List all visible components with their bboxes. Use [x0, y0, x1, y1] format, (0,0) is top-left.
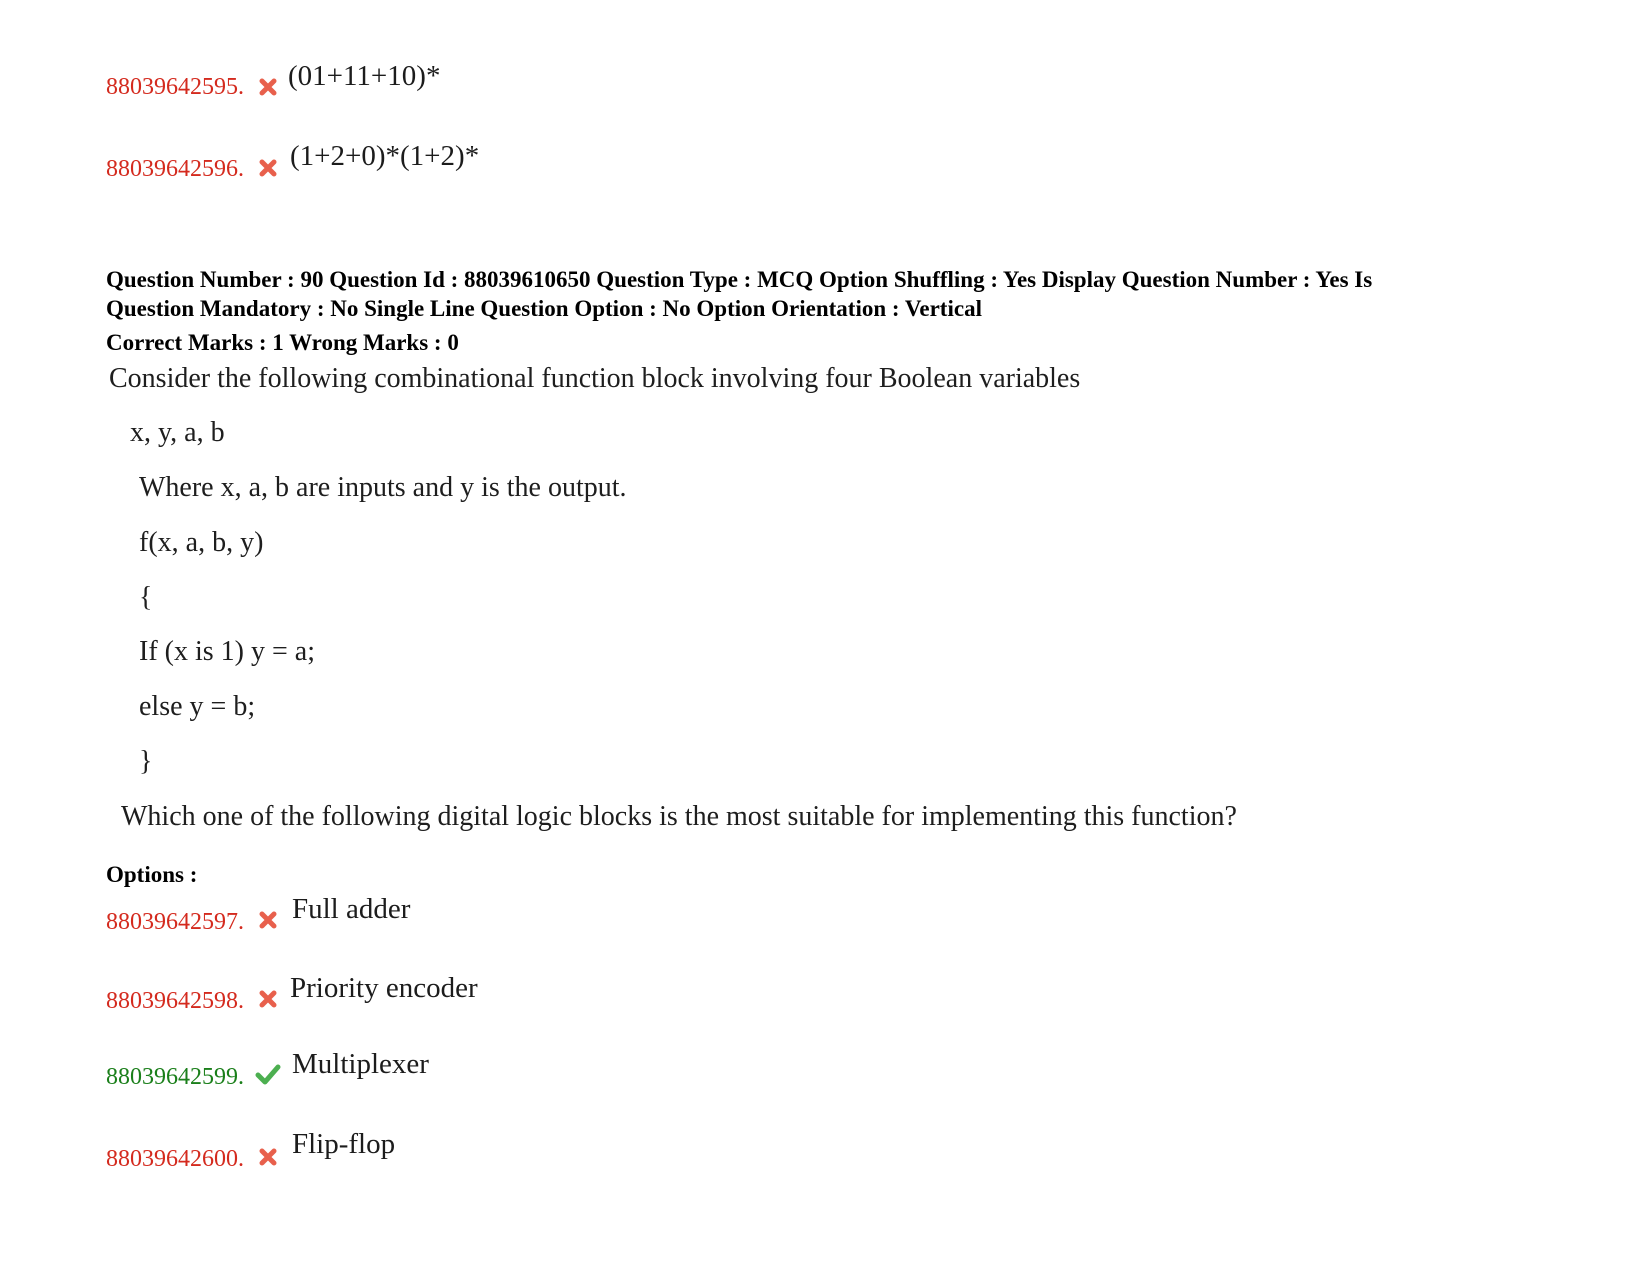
- check-icon: [255, 1062, 281, 1086]
- question-meta-line2: Question Mandatory : No Single Line Question Option : No Option Orientation : Vertical: [106, 296, 982, 321]
- option-text: Priority encoder: [290, 972, 478, 1004]
- option-text: Full adder: [292, 893, 411, 925]
- code-line: {: [139, 582, 153, 613]
- option-text: (1+2+0)*(1+2)*: [290, 140, 480, 172]
- question-variables: x, y, a, b: [130, 417, 225, 448]
- code-line: }: [139, 746, 153, 777]
- cross-icon: [258, 77, 278, 97]
- option-text: Flip-flop: [292, 1128, 396, 1160]
- cross-icon: [258, 910, 278, 930]
- code-line: If (x is 1) y = a;: [139, 636, 315, 667]
- option-text: Multiplexer: [292, 1048, 429, 1080]
- option-id: 88039642600.: [106, 1146, 244, 1172]
- code-line: else y = b;: [139, 691, 256, 722]
- option-id: 88039642597.: [106, 909, 244, 935]
- option-text: (01+11+10)*: [288, 60, 441, 92]
- options-label: Options :: [106, 862, 198, 887]
- option-id: 88039642596.: [106, 156, 244, 182]
- option-id: 88039642599.: [106, 1064, 244, 1090]
- code-line: f(x, a, b, y): [139, 527, 264, 558]
- option-id: 88039642595.: [106, 74, 244, 100]
- cross-icon: [258, 1147, 278, 1167]
- cross-icon: [258, 158, 278, 178]
- question-intro: Consider the following combinational function block involving four Boolean variables: [109, 363, 1081, 394]
- question-marks: Correct Marks : 1 Wrong Marks : 0: [106, 330, 459, 355]
- question-meta-line1: Question Number : 90 Question Id : 88039610650 Question Type : MCQ Option Shuffling : Yes Display Question Number : Yes Is: [106, 267, 1373, 292]
- question-ask: Which one of the following digital logic blocks is the most suitable for implementing this function?: [121, 801, 1237, 832]
- question-where: Where x, a, b are inputs and y is the output.: [139, 472, 627, 503]
- option-id: 88039642598.: [106, 988, 244, 1014]
- cross-icon: [258, 989, 278, 1009]
